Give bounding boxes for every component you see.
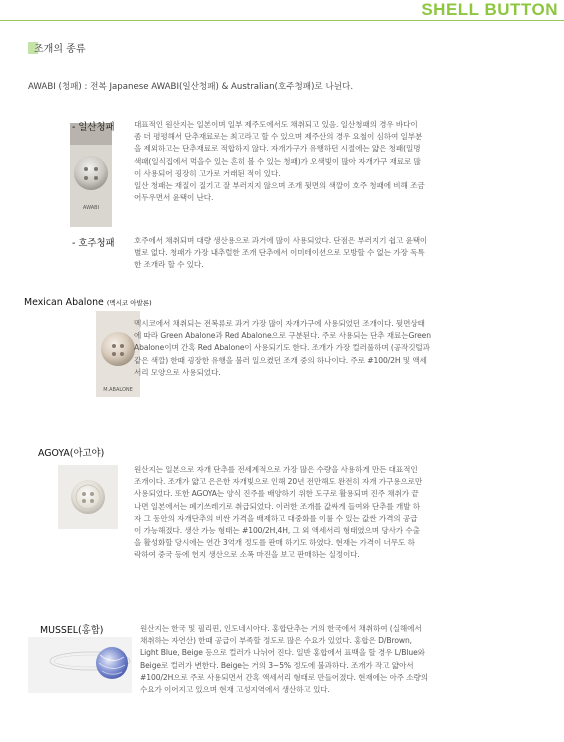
text-line: 같은 색깔) 한때 굉장한 유행을 불러 일으켰던 조개 중의 하나이다. 주로 #100/2H 및 액세 — [134, 355, 427, 365]
text-line: 나면 일본에서는 폐기쓰레기로 취급되었다. 이러한 조개를 값싸게 들여와 단추를 개발 하 — [134, 501, 420, 511]
mexican-photo-caption: M.ABALONE — [103, 387, 133, 393]
item-desc-hoju — [134, 235, 544, 272]
mexican-label-small: (멕시코 아발론) — [106, 299, 152, 307]
text-line: 어두우면서 윤택이 난다. — [134, 193, 214, 203]
text-line: Light Blue, Beige 등으로 컬러가 나뉘어 진다. 일반 홍합에서 표백을 할 경우 L/Blue와 — [140, 648, 425, 658]
text-line: 한 조개라 할 수 있다. — [134, 260, 204, 270]
item-desc-mussel — [140, 623, 550, 696]
text-line: 을 활성화할 당시에는 연간 3억개 정도를 판매 하기도 하였다. 현재는 가격이 너무도 하 — [134, 538, 415, 548]
text-line: 을 제외하고는 단추재료로 적합하지 않다. 자개가구가 유행하던 시절에는 얇은 청패(일명 — [134, 144, 421, 154]
text-line: 채취하는 자연산) 한때 공급이 부족할 정도로 많은 수요가 있었다. 홍합은 D/Brown, — [140, 636, 412, 646]
text-line: Abalone이며 간혹 Red Abalone이 사용되기도 한다. 조개가 가장 컬러풀하며 (공작깃털과 — [134, 343, 430, 353]
agoya-button-photo — [58, 465, 118, 529]
item-desc-agoya — [134, 464, 546, 562]
mussel-button-photo — [28, 637, 132, 693]
item-label-agoya: AGOYA(아고야) — [38, 448, 105, 459]
item-desc-mexican — [134, 318, 546, 379]
text-line: 락하여 중국 등에 헌지 생산으로 소폭 마진을 보고 판매하는 실정이다. — [134, 550, 360, 560]
text-line: 사용되었다. 또한 AGOYA는 양식 진주를 배양하기 위한 도구로 활용되며 진주 채취가 끝 — [134, 489, 419, 499]
text-line: 원산지는 일본으로 자개 단추를 전세계적으로 가장 많은 수량을 사용하게 만든 대표적인 — [134, 465, 418, 474]
text-line: 서리 모양으로 사용되었다. — [134, 367, 221, 377]
section-title-text: 개의 종류 — [43, 44, 86, 55]
item-label-hoju: - 호주청패 — [72, 238, 115, 249]
item-desc-ilsan — [134, 119, 544, 204]
text-line: 원산지는 한국 및 필리핀, 인도네시아다. 홍합단추는 거의 한국에서 채취하여 (실해에서 — [140, 624, 422, 633]
item-label-ilsan: - 일산청패 — [72, 122, 115, 133]
text-line: 자 그 동안의 자개단추의 비싼 가격을 배제하고 대중화를 이룰 수 있는 값싼 가격의 공급 — [134, 513, 418, 523]
item-label-mussel: MUSSEL(홍합) — [40, 625, 104, 636]
text-line: 멕시코에서 채취되는 전복류로 과거 가장 많이 자개가구에 사용되었던 조개이다. 뒷면상태 — [134, 319, 425, 328]
text-line: 좀 더 평평해서 단추재료로는 최고라고 할 수 있으며 제주산의 경우 요철이 심하여 일부분 — [134, 132, 423, 142]
text-line: 조개이다. 조개가 얇고 은은한 자개빛으로 인해 20년 전만해도 완전히 자개 가구용으로만 — [134, 477, 423, 487]
text-line: 일산 청패는 재질이 질기고 잘 부러지지 않으며 조개 뒷면의 색깔이 호주 청패에 비해 조금 — [134, 181, 425, 191]
brand-part-shell: SHELL — [421, 0, 480, 19]
section-title — [28, 40, 86, 55]
awabi-photo-caption: AWABI — [82, 205, 100, 211]
header-divider — [0, 20, 564, 21]
item-label-mexican — [24, 297, 152, 308]
mexican-label-main: Mexican Abalone — [24, 297, 104, 308]
text-line: 에 따라 Green Abalone과 Red Abalone으로 구분된다. 주로 사용되는 단추 재료는Green — [134, 331, 431, 341]
text-line: 이 가능해졌다. 생산 가능 형태는 #100/2H,4H, 그 외 액세서리 형태였으며 당사가 수출 — [134, 526, 420, 536]
brand-part-button: BUTTON — [484, 0, 558, 19]
text-line: 색패(일식집에서 먹을수 있는 흔히 볼 수 있는 청패)가 오색빛이 많아 자개가구 재료로 많 — [134, 156, 421, 166]
text-line: 이 사용되어 굉장히 고가로 거래된 적이 있다. — [134, 168, 281, 178]
section-title-first-char: 조 — [34, 44, 44, 55]
text-line: 별로 없다. 청패가 가장 내추럴한 조개 단추에서 이미테이션으로 모방할 수 없는 가장 독특 — [134, 248, 425, 258]
text-line: 대표적인 원산지는 일본이며 일부 제주도에서도 채취되고 있음. 일산청패의 경우 바다이 — [134, 120, 418, 129]
text-line: Beige로 컬러가 변한다. Beige는 거의 3~5% 정도에 불과하다. 조개가 작고 얇아서 — [140, 660, 414, 670]
text-line: #100/2H으로 주로 사용되면서 간혹 액세서리 형태로 만들어졌다. 현재에는 아주 소량의 — [140, 672, 428, 682]
brand-title — [421, 0, 558, 20]
awabi-button-photo — [70, 123, 112, 227]
intro-text: AWABI (청패) : 전복 Japanese AWABI(일산청패) & Australian(호주청패)로 나뉜다. — [28, 82, 354, 92]
text-line: 호주에서 채취되며 대량 생산용으로 과거에 많이 사용되었다. 단점은 부러지기 쉽고 윤택이 — [134, 236, 428, 245]
text-line: 수요가 이어지고 있으며 현재 고성지역에서 생산하고 있다. — [140, 685, 330, 695]
